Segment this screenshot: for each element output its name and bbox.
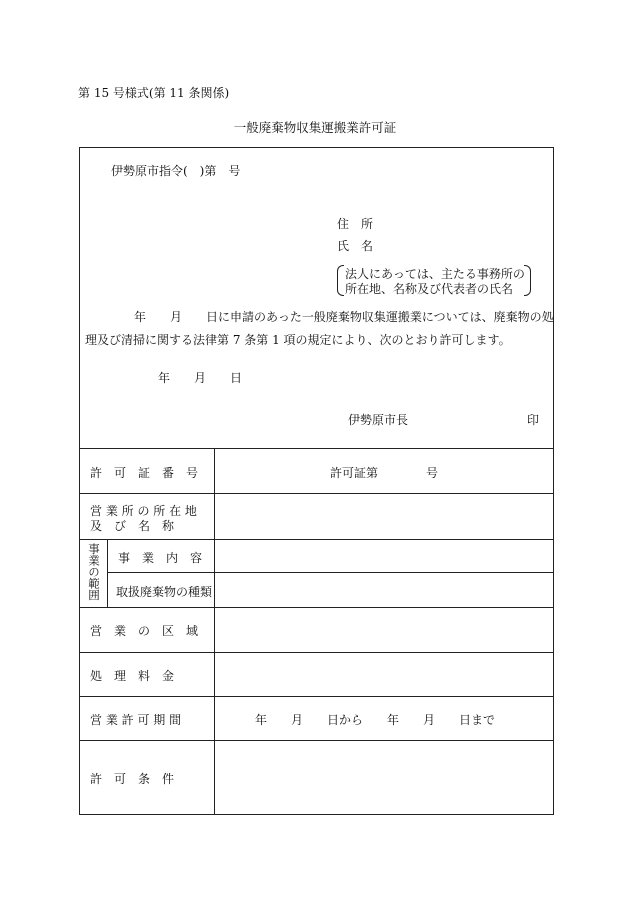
business-content-label: 事 業 内 容 — [118, 551, 203, 565]
row-line — [80, 607, 553, 608]
business-area-label: 営 業 の 区 域 — [90, 624, 199, 638]
permit-number-label: 許 可 証 番 号 — [90, 466, 199, 480]
row-line — [80, 539, 553, 540]
permit-paragraph-line1: 年 月 日に申請のあった一般廃棄物収集運搬業については、廃棄物の処 — [134, 310, 554, 324]
issuer-name: 伊勢原市長 — [348, 413, 409, 427]
row-line — [80, 740, 553, 741]
business-scope-label: 事業の範囲 — [87, 543, 101, 601]
row-line — [107, 572, 553, 573]
row-line — [80, 652, 553, 653]
left-bracket — [337, 265, 344, 296]
office-location-label-line2: 及 び 名 称 — [90, 519, 175, 533]
corporate-note-line1: 法人にあっては、主たる事務所の — [345, 267, 525, 281]
address-label: 住 所 — [337, 217, 374, 231]
waste-type-label: 取扱廃棄物の種類 — [116, 585, 213, 599]
row-line — [80, 696, 553, 697]
office-location-label-line1: 営 業 所 の 所 在 地 — [90, 504, 197, 518]
form-number-label: 第 15 号様式(第 11 条関係) — [78, 86, 230, 100]
column-divider — [214, 448, 215, 815]
scope-divider — [107, 539, 108, 607]
document-title: 一般廃棄物収集運搬業許可証 — [233, 120, 397, 135]
processing-fee-label: 処 理 料 金 — [90, 669, 175, 683]
name-label: 氏 名 — [337, 239, 374, 253]
right-bracket — [524, 265, 531, 296]
issue-date: 年 月 日 — [158, 371, 243, 385]
permit-form-frame — [79, 147, 554, 815]
table-top-line — [80, 448, 553, 449]
designation-number: 伊勢原市指令( )第 号 — [111, 164, 241, 178]
permit-period-value: 年 月 日から 年 月 日まで — [255, 713, 496, 727]
permit-conditions-label: 許 可 条 件 — [90, 772, 175, 786]
permit-number-value: 許可証第 号 — [330, 466, 439, 480]
permit-period-label: 営 業 許 可 期 間 — [90, 713, 182, 727]
corporate-note-line2: 所在地、名称及び代表者の氏名 — [345, 282, 514, 296]
seal-mark: 印 — [527, 413, 540, 427]
row-line — [80, 493, 553, 494]
permit-paragraph-line2: 理及び清掃に関する法律第 7 条第 1 項の規定により、次のとおり許可します。 — [85, 333, 511, 347]
